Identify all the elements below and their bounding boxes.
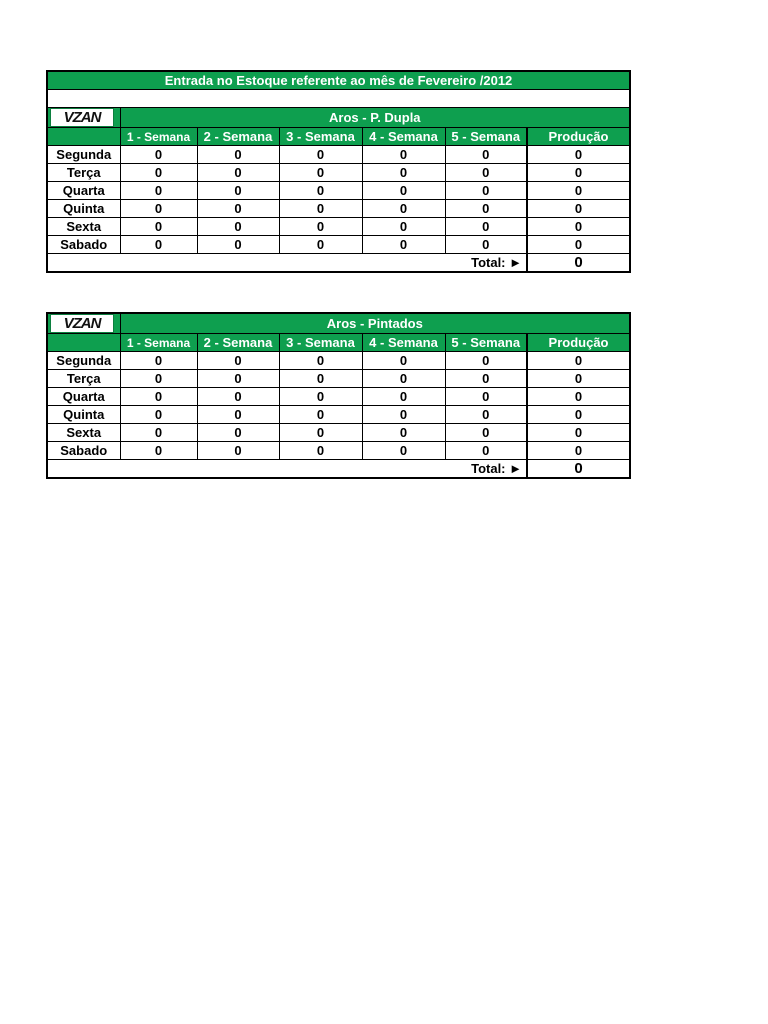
value-cell[interactable]: 0 [279,352,362,370]
value-cell[interactable]: 0 [527,236,630,254]
value-cell[interactable]: 0 [527,370,630,388]
value-cell[interactable]: 0 [120,370,197,388]
column-header: 4 - Semana [362,334,445,352]
value-cell[interactable]: 0 [279,146,362,164]
vzan-logo: VZAN [50,314,114,333]
value-cell[interactable]: 0 [445,406,527,424]
value-cell[interactable]: 0 [445,182,527,200]
value-cell[interactable]: 0 [279,236,362,254]
spreadsheet-grid [46,70,631,273]
day-label: Segunda [47,352,120,370]
section-title: Aros - P. Dupla [120,108,630,128]
value-cell[interactable]: 0 [362,352,445,370]
value-cell[interactable]: 0 [445,236,527,254]
value-cell[interactable]: 0 [445,146,527,164]
day-label: Sabado [47,442,120,460]
value-cell[interactable]: 0 [197,236,279,254]
value-cell[interactable]: 0 [120,164,197,182]
value-cell[interactable]: 0 [279,388,362,406]
value-cell[interactable]: 0 [527,146,630,164]
table-row [47,442,630,460]
column-header: 1 - Semana [120,334,197,352]
value-cell[interactable]: 0 [362,370,445,388]
value-cell[interactable]: 0 [527,442,630,460]
day-label: Quarta [47,388,120,406]
column-header: 5 - Semana [445,334,527,352]
logo-cell [47,313,120,334]
day-label: Sexta [47,218,120,236]
table-row [47,424,630,442]
value-cell[interactable]: 0 [279,406,362,424]
value-cell[interactable]: 0 [120,200,197,218]
value-cell[interactable]: 0 [120,352,197,370]
value-cell[interactable]: 0 [279,164,362,182]
value-cell[interactable]: 0 [362,388,445,406]
value-cell[interactable]: 0 [445,442,527,460]
value-cell[interactable]: 0 [279,370,362,388]
total-label: Total: ► [47,460,527,479]
value-cell[interactable]: 0 [197,388,279,406]
value-cell[interactable]: 0 [527,406,630,424]
total-row [47,460,630,479]
value-cell[interactable]: 0 [527,200,630,218]
column-header: 2 - Semana [197,128,279,146]
value-cell[interactable]: 0 [197,424,279,442]
value-cell[interactable]: 0 [362,424,445,442]
value-cell[interactable]: 0 [197,164,279,182]
total-row [47,254,630,273]
value-cell[interactable]: 0 [362,442,445,460]
value-cell[interactable]: 0 [445,352,527,370]
blank-cell[interactable] [47,90,630,108]
value-cell[interactable]: 0 [445,200,527,218]
column-header: 3 - Semana [279,334,362,352]
day-label: Segunda [47,146,120,164]
column-header-row [47,128,630,146]
value-cell[interactable]: 0 [120,442,197,460]
value-cell[interactable]: 0 [120,218,197,236]
value-cell[interactable]: 0 [197,218,279,236]
main-title: Entrada no Estoque referente ao mês de Fevereiro /2012 [47,71,630,90]
column-header: 1 - Semana [120,128,197,146]
column-header-empty [47,128,120,146]
value-cell[interactable]: 0 [120,236,197,254]
value-cell[interactable]: 0 [120,424,197,442]
value-cell[interactable]: 0 [362,218,445,236]
stock-table-pintados [46,312,629,479]
table-row [47,182,630,200]
value-cell[interactable]: 0 [527,388,630,406]
table-row [47,218,630,236]
day-label: Sexta [47,424,120,442]
column-header-empty [47,334,120,352]
value-cell[interactable]: 0 [362,236,445,254]
day-label: Quarta [47,182,120,200]
value-cell[interactable]: 0 [445,218,527,236]
column-header: Produção [527,334,630,352]
table-row [47,236,630,254]
table-row [47,164,630,182]
day-label: Terça [47,370,120,388]
value-cell[interactable]: 0 [527,352,630,370]
value-cell[interactable]: 0 [197,442,279,460]
value-cell[interactable]: 0 [445,424,527,442]
value-cell[interactable]: 0 [445,370,527,388]
main-title-row [47,71,630,90]
section-header-row [47,313,630,334]
spreadsheet-grid [46,312,631,479]
day-label: Terça [47,164,120,182]
value-cell[interactable]: 0 [120,182,197,200]
column-header: Produção [527,128,630,146]
blank-row [47,90,630,108]
column-header: 5 - Semana [445,128,527,146]
day-label: Quinta [47,200,120,218]
value-cell[interactable]: 0 [197,406,279,424]
table-row [47,352,630,370]
table-row [47,146,630,164]
total-value[interactable]: 0 [527,254,630,273]
value-cell[interactable]: 0 [279,182,362,200]
value-cell[interactable]: 0 [362,164,445,182]
stock-table-p-dupla [46,70,629,273]
value-cell[interactable]: 0 [527,218,630,236]
value-cell[interactable]: 0 [197,352,279,370]
value-cell[interactable]: 0 [279,442,362,460]
logo-cell [47,108,120,128]
section-header-row [47,108,630,128]
value-cell[interactable]: 0 [197,200,279,218]
value-cell[interactable]: 0 [445,164,527,182]
value-cell[interactable]: 0 [445,388,527,406]
value-cell[interactable]: 0 [362,406,445,424]
column-header: 3 - Semana [279,128,362,146]
day-label: Quinta [47,406,120,424]
value-cell[interactable]: 0 [527,164,630,182]
table-row [47,406,630,424]
value-cell[interactable]: 0 [197,182,279,200]
value-cell[interactable]: 0 [279,424,362,442]
vzan-logo: VZAN [50,108,114,127]
table-row [47,370,630,388]
value-cell[interactable]: 0 [362,182,445,200]
day-label: Sabado [47,236,120,254]
value-cell[interactable]: 0 [197,370,279,388]
value-cell[interactable]: 0 [527,424,630,442]
value-cell[interactable]: 0 [279,200,362,218]
section-title: Aros - Pintados [120,313,630,334]
total-label: Total: ► [47,254,527,273]
value-cell[interactable]: 0 [279,218,362,236]
value-cell[interactable]: 0 [120,388,197,406]
table-row [47,200,630,218]
column-header: 4 - Semana [362,128,445,146]
total-value[interactable]: 0 [527,460,630,479]
value-cell[interactable]: 0 [120,146,197,164]
column-header-row [47,334,630,352]
value-cell[interactable]: 0 [362,200,445,218]
value-cell[interactable]: 0 [120,406,197,424]
column-header: 2 - Semana [197,334,279,352]
value-cell[interactable]: 0 [197,146,279,164]
value-cell[interactable]: 0 [527,182,630,200]
table-row [47,388,630,406]
value-cell[interactable]: 0 [362,146,445,164]
